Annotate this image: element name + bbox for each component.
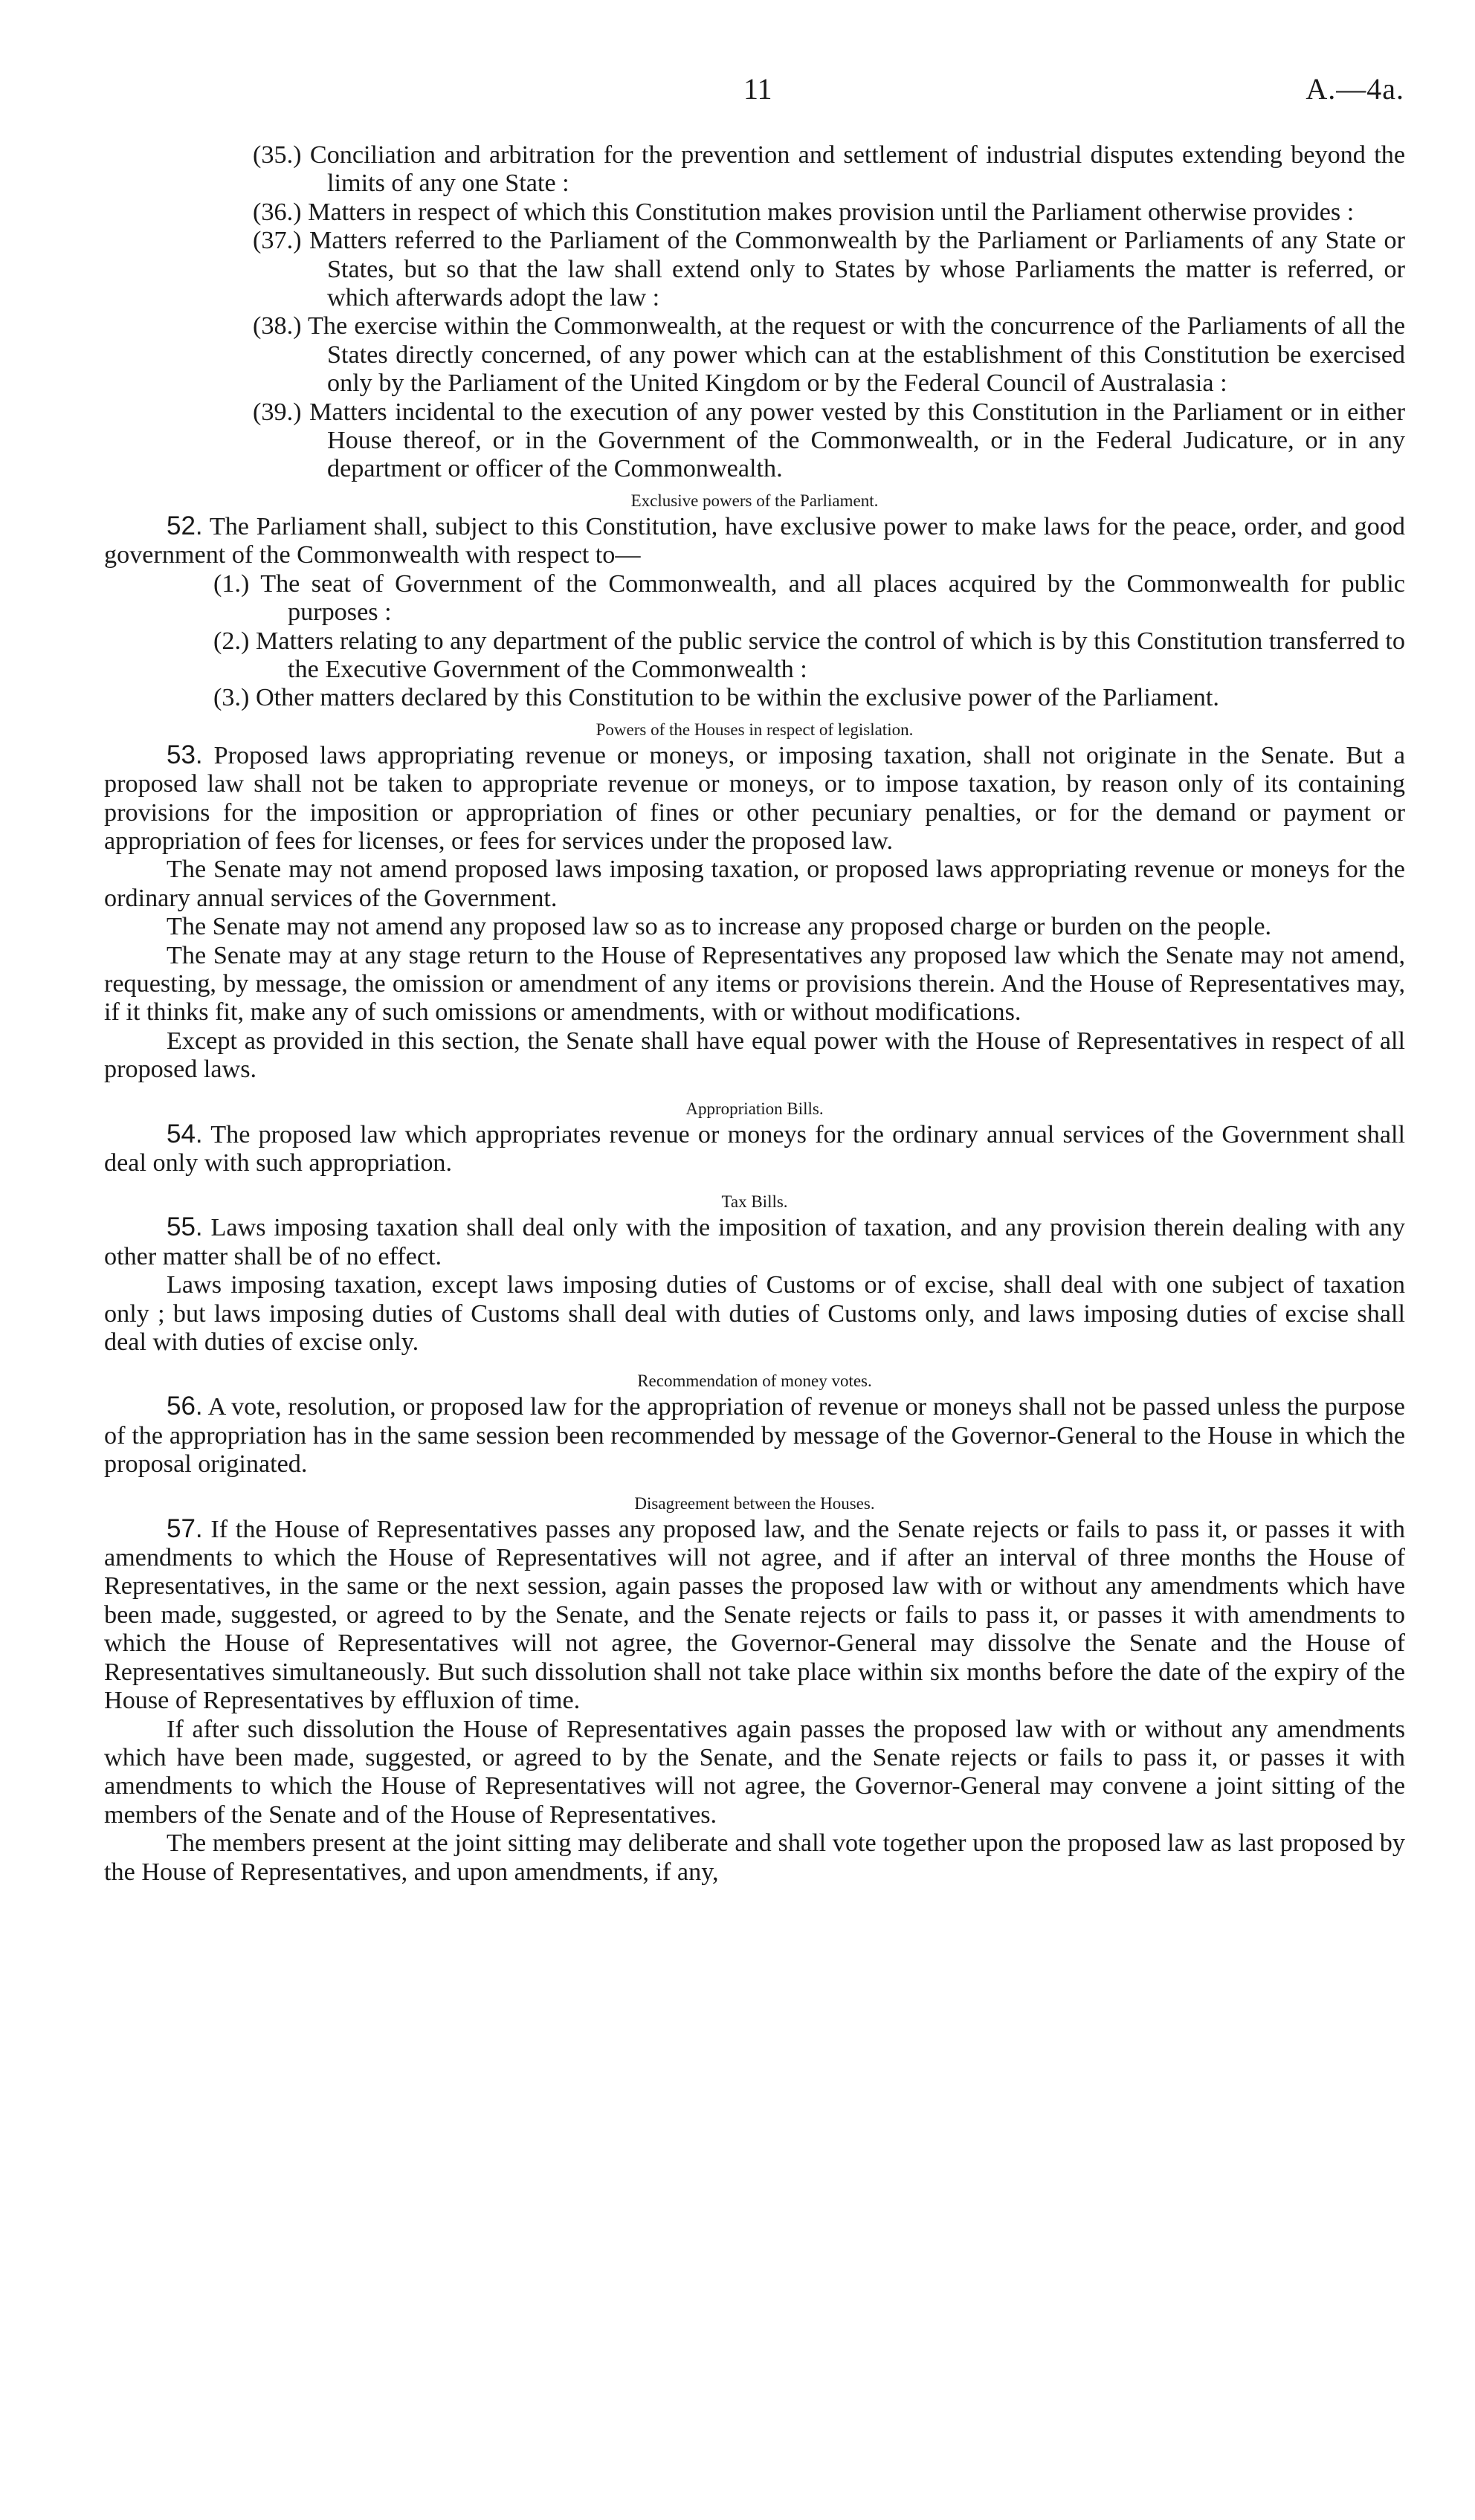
item-number: (36.) xyxy=(253,198,302,226)
section-55-heading: Tax Bills. xyxy=(721,1192,788,1212)
section-52-text xyxy=(104,512,1405,570)
section-57-text xyxy=(104,1515,1405,1716)
section-56-text xyxy=(104,1392,1405,1479)
section-53-paragraph: The Senate may at any stage return to the House of Representatives any proposed law which the Senate may not amend, requesting, by message, the omission or amendment of any items or provisions therein. And the House of Representatives may, if it thinks fit, make any of such omissions or amendments, with or without modifications. xyxy=(104,941,1405,1027)
section-number: 55. xyxy=(167,1212,203,1242)
item-text: Matters referred to the Parliament of the Commonwealth by the Parliament or Parliaments of any State or States, but so that the law shall extend only to States by whose Parliaments the matter is referred, or which afterwards adopt the law : xyxy=(309,227,1405,312)
s51-item xyxy=(104,312,1405,398)
section-55-paragraph: Laws imposing taxation, except laws imposing duties of Customs or of excise, shall deal with one subject of taxation only ; but laws imposing duties of Customs shall deal with duties of Customs only, and laws imposing duties of excise shall deal with duties of excise only. xyxy=(104,1271,1405,1357)
section-53-paragraph: The Senate may not amend any proposed law so as to increase any proposed charge or burden on the people. xyxy=(167,913,1272,941)
section-number: 57. xyxy=(167,1513,203,1543)
item-number: (1.) xyxy=(213,569,250,598)
section-text: The Parliament shall, subject to this Constitution, have exclusive power to make laws for the peace, order, and good government of the Commonwealth with respect to— xyxy=(104,512,1406,569)
section-53-paragraph: The Senate may not amend proposed laws imposing taxation, or proposed laws appropriating revenue or moneys for the ordinary annual services of the Government. xyxy=(104,856,1405,912)
item-text: Other matters declared by this Constitution to be within the exclusive power of the Parliament. xyxy=(255,684,1219,712)
page-number: 11 xyxy=(743,72,772,106)
section-text: Proposed laws appropriating revenue or moneys, or imposing taxation, shall not originate in the Senate. But a proposed law shall not be taken to appropriate revenue or moneys, or to impose taxation, by reason only of its containing provisions for the imposition or appropriation of fines or other pecuniary penalties, or for the demand or payment or appropriation of fees for licenses, or fees for services under the proposed law. xyxy=(104,741,1405,855)
item-number: (35.) xyxy=(253,141,302,169)
s51-item xyxy=(104,198,1405,227)
section-text: A vote, resolution, or proposed law for the appropriation of revenue or moneys shall not be passed unless the purpose of the appropriation has in the same session been recommended by message of the Governor-General to the House in which the proposal originated. xyxy=(104,1393,1405,1479)
section-55-text xyxy=(104,1213,1405,1271)
section-52-heading: Exclusive powers of the Parliament. xyxy=(630,491,879,510)
document-reference: A.—4a. xyxy=(1305,72,1404,106)
item-number: (37.) xyxy=(253,227,302,255)
section-number: 56. xyxy=(167,1392,203,1421)
item-number: (39.) xyxy=(253,398,302,426)
item-text: The exercise within the Commonwealth, at the request or with the concurrence of the Parliaments of all the States directly concerned, of any power which can at the establishment of this Constitution be exercised only by the Parliament of the United Kingdom or by the Federal Council of Australasia : xyxy=(308,312,1405,398)
s51-item xyxy=(104,398,1405,484)
section-57-paragraph: If after such dissolution the House of Representatives again passes the proposed law with or without any amendments which have been made, suggested, or agreed to by the Senate, and the Senate rejects or fails to pass it, or passes it with amendments to which the House of Representatives will not agree, the Governor-General may convene a joint sitting of the members of the Senate and of the House of Representatives. xyxy=(104,1715,1405,1829)
s52-item xyxy=(104,570,1405,627)
item-text: Conciliation and arbitration for the prevention and settlement of industrial disputes extending beyond the limits of any one State : xyxy=(309,141,1406,198)
s51-item xyxy=(104,227,1405,312)
section-57-heading: Disagreement between the Houses. xyxy=(634,1493,875,1513)
section-54-heading: Appropriation Bills. xyxy=(685,1099,824,1118)
section-53-paragraph: Except as provided in this section, the Senate shall have equal power with the House of Representatives in respect of all proposed laws. xyxy=(104,1027,1405,1084)
section-53-text xyxy=(104,741,1405,856)
item-number: (2.) xyxy=(213,627,250,655)
s52-item xyxy=(104,684,1405,712)
section-53-heading: Powers of the Houses in respect of legislation. xyxy=(596,720,914,739)
item-text: Matters in respect of which this Constitution makes provision until the Parliament otherwise provides : xyxy=(308,198,1355,226)
section-56-heading: Recommendation of money votes. xyxy=(637,1372,872,1391)
item-text: Matters incidental to the execution of any power vested by this Constitution in the Parliament or in either House thereof, or in the Government of the Commonwealth, or in the Federal Judicature, or in any department or officer of the Commonwealth. xyxy=(309,398,1405,483)
section-number: 52. xyxy=(167,511,203,540)
document-body xyxy=(104,141,1405,1887)
item-text: Matters relating to any department of the public service the control of which is by this Constitution transferred to the Executive Government of the Commonwealth : xyxy=(256,627,1406,683)
item-text: The seat of Government of the Commonwealth, and all places acquired by the Commonwealth for public purposes : xyxy=(260,569,1405,627)
s51-item xyxy=(104,141,1405,198)
item-number: (3.) xyxy=(213,684,250,712)
section-text: If the House of Representatives passes any proposed law, and the Senate rejects or fails to pass it, or passes it with amendments to which the House of Representatives will not agree, and if after an interval of three months the House of Representatives, in the same or the next session, again passes the proposed law with or without any amendments which have been made, suggested, or agreed to by the Senate, and the Senate rejects or fails to pass it, or passes it with amendments to which the House of Representatives will not agree, the Governor-General may dissolve the Senate and the House of Representatives simultaneously. But such dissolution shall not take place within six months before the date of the expiry of the House of Representatives by effluxion of time. xyxy=(104,1515,1405,1715)
s52-item xyxy=(104,627,1405,685)
page-header xyxy=(0,71,1475,116)
section-57-paragraph: The members present at the joint sitting may deliberate and shall vote together upon the proposed law as last proposed by the House of Representatives, and upon amendments, if any, xyxy=(104,1829,1405,1886)
section-number: 53. xyxy=(167,740,203,769)
section-text: Laws imposing taxation shall deal only with the imposition of taxation, and any provision therein dealing with any other matter shall be of no effect. xyxy=(104,1214,1406,1270)
section-number: 54. xyxy=(167,1119,203,1148)
item-number: (38.) xyxy=(253,312,302,340)
section-54-text xyxy=(104,1120,1405,1178)
section-text: The proposed law which appropriates revenue or moneys for the ordinary annual services of the Government shall deal only with such appropriation. xyxy=(104,1120,1405,1177)
